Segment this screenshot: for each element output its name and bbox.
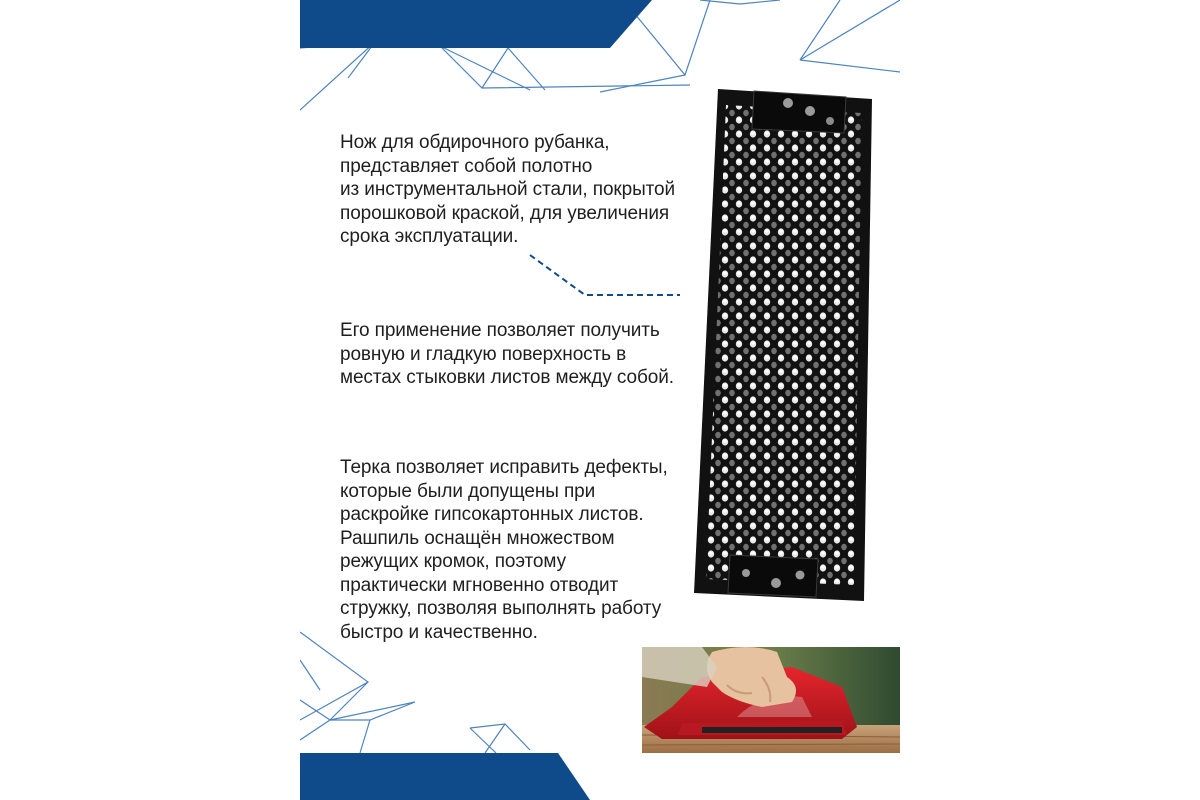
rasp-plane-photo: [642, 647, 900, 753]
paragraph-intro: Нож для обдирочного рубанка, представляет собой полотно из инструментальной стали, покрытой порошковой краской, для увеличения срока эксплуатации.: [340, 132, 676, 247]
paragraph-usage: Его применение позволяет получить ровную и гладкую поверхность в местах стыковки листов между собой.: [340, 320, 674, 388]
paragraph-details: Терка позволяет исправить дефекты, которые были допущены при раскройке гипсокартонных листов. Рашпиль оснащён множеством режущих кромок, поэтому практически мгновенно отводит стружку, позволяя выполнять работу быстро и качественно.: [340, 457, 668, 643]
top-banner: [300, 0, 900, 48]
bottom-banner: [300, 753, 900, 800]
product-info-card: [300, 0, 900, 800]
rasp-blade-image: [690, 85, 880, 605]
dashed-connector-line: [520, 245, 690, 305]
